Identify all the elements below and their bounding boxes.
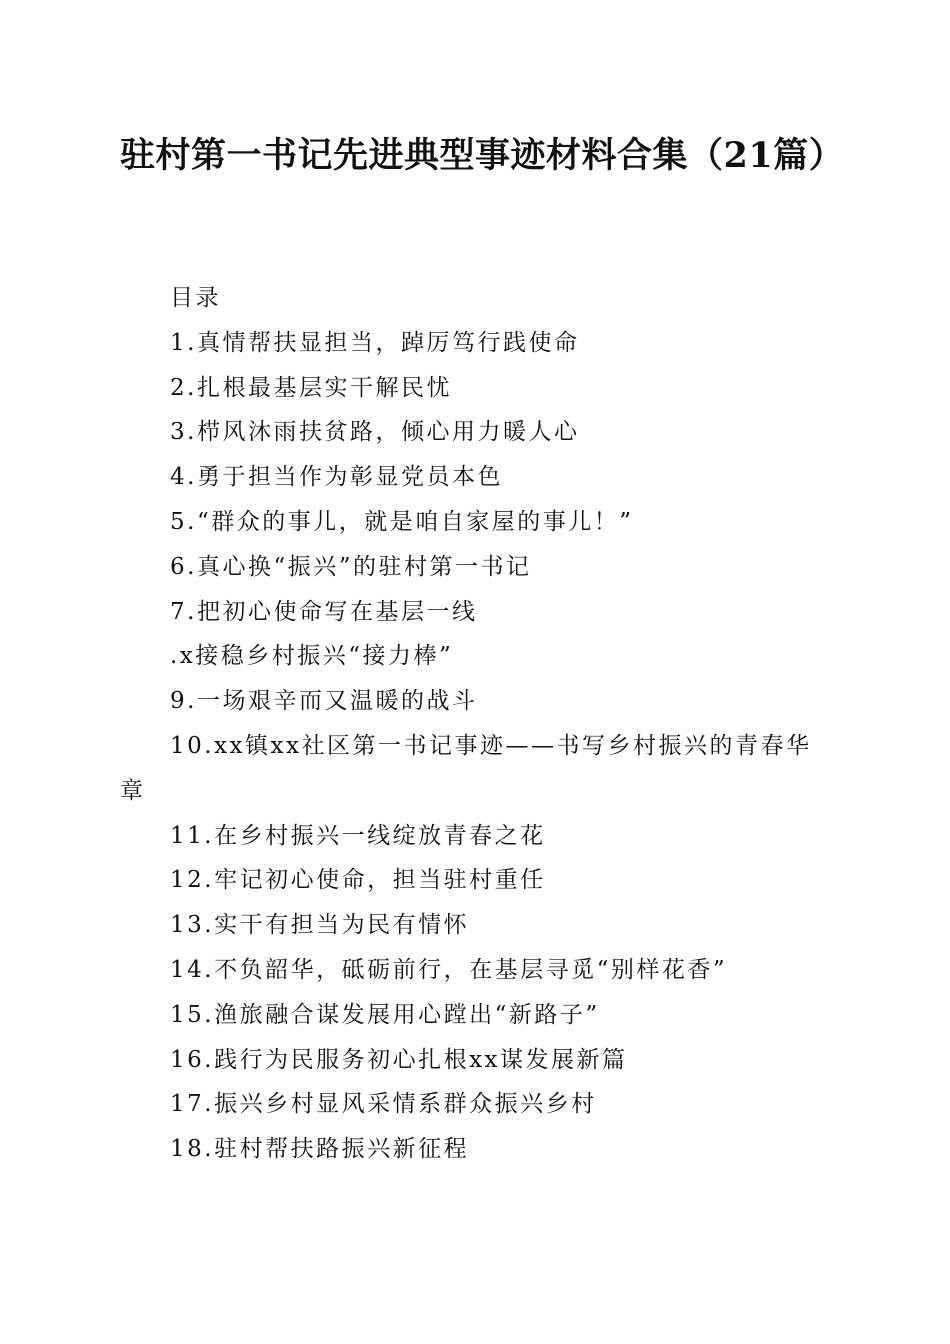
- toc-item: 15.渔旅融合谋发展用心蹚出“新路子”: [170, 1001, 600, 1028]
- toc-item: 10.xx镇xx社区第一书记事迹——书写乡村振兴的青春华章: [120, 732, 812, 804]
- toc-item: 6.真心换“振兴”的驻村第一书记: [170, 553, 532, 580]
- table-of-contents: [120, 276, 832, 1172]
- toc-item: 13.实干有担当为民有情怀: [170, 912, 470, 939]
- toc-item: 2.扎根最基层实干解民忧: [170, 374, 452, 401]
- toc-item: 14.不负韶华，砥砺前行，在基层寻觅“别样花香”: [170, 956, 728, 983]
- toc-item: 1.真情帮扶显担当，踔厉笃行践使命: [170, 329, 580, 356]
- toc-item: 3.栉风沐雨扶贫路，倾心用力暖人心: [170, 419, 580, 446]
- toc-heading: 目录: [170, 285, 221, 311]
- toc-item: 4.勇于担当作为彰显党员本色: [170, 464, 503, 491]
- toc-item: 11.在乡村振兴一线绽放青春之花: [170, 822, 546, 849]
- toc-item: 7.把初心使命写在基层一线: [170, 598, 478, 625]
- toc-item: 18.驻村帮扶路振兴新征程: [170, 1136, 470, 1163]
- toc-item: 12.牢记初心使命，担当驻村重任: [170, 867, 546, 894]
- toc-item: 9.一场艰辛而又温暖的战斗: [170, 688, 478, 715]
- toc-item: 16.践行为民服务初心扎根xx谋发展新篇: [170, 1046, 628, 1073]
- document-title: 驻村第一书记先进典型事迹材料合集（21篇）: [120, 135, 845, 176]
- toc-item: .x接稳乡村振兴“接力棒”: [170, 643, 454, 670]
- toc-item: 17.振兴乡村显风采情系群众振兴乡村: [170, 1091, 597, 1118]
- toc-item: 5.“群众的事儿，就是咱自家屋的事儿！”: [170, 508, 634, 535]
